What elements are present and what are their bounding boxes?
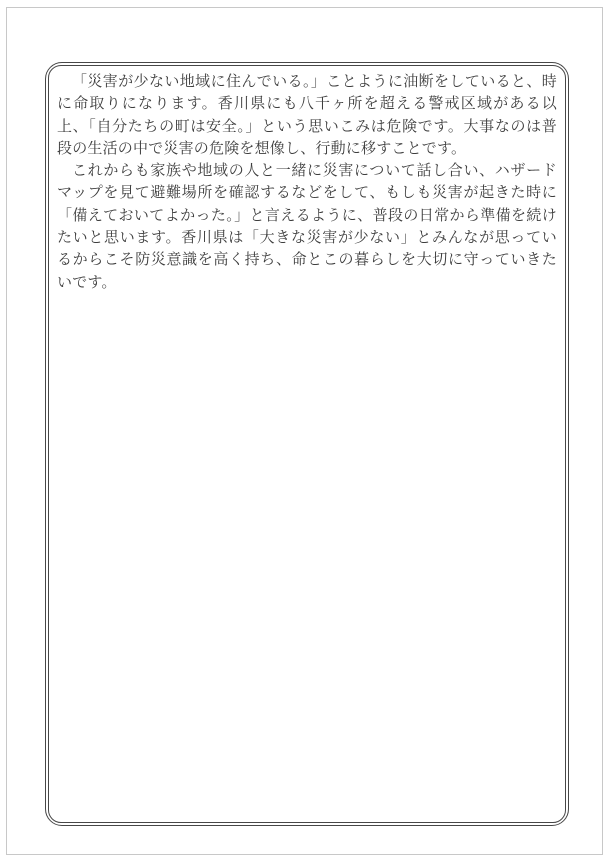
document-page bbox=[6, 7, 603, 855]
textbox-inner-border bbox=[48, 65, 566, 823]
paragraph-preparedness-resolution: これからも家族や地域の人と一緒に災害について話し合い、ハザードマップを見て避難場所を確認するなどをして、もしも災害が起きた時に「備えておいてよかった。」と言えるように、普段の日常から準備を続けたいと思います。香川県は「大きな災害が少ない」とみんなが思っているからこそ防災意識を高く持ち、命とこの暮らしを大切に守っていきたいです。 bbox=[57, 163, 557, 291]
paragraph-disaster-awareness: 「災害が少ない地域に住んでいる。」ことように油断をしていると、時に命取りになります。香川県にも八千ヶ所を超える警戒区域がある以上、「自分たちの町は安全。」という思いこみは危険です。大事なのは普段の生活の中で災害の危険を想像し、行動に移すことです。 bbox=[57, 74, 557, 157]
rounded-textbox bbox=[45, 62, 569, 826]
